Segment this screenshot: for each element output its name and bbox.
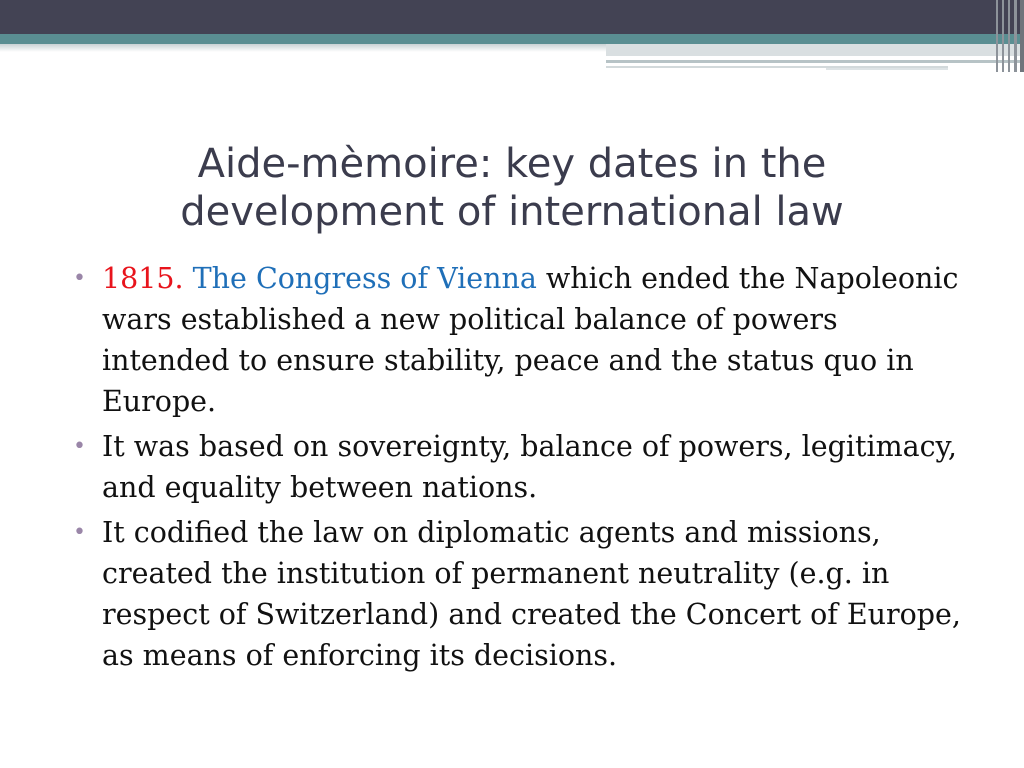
bullet-year: 1815. bbox=[102, 262, 193, 295]
bullet-item bbox=[72, 512, 972, 676]
header-stripe bbox=[1014, 0, 1017, 72]
slide-title-line: development of international law bbox=[180, 189, 844, 235]
header-stripe bbox=[1020, 0, 1024, 72]
bullet-icon: • bbox=[73, 266, 86, 291]
header-band-teal bbox=[0, 34, 1024, 44]
bullet-list bbox=[72, 258, 972, 680]
slide-title-line: Aide-mèmoire: key dates in the bbox=[197, 141, 827, 187]
bullet-event-name: The Congress of Vienna bbox=[192, 262, 546, 295]
bullet-icon: • bbox=[73, 520, 86, 545]
header-band-light bbox=[606, 44, 1024, 56]
bullet-item bbox=[72, 426, 972, 508]
header-stripe bbox=[996, 0, 998, 72]
bullet-text: which ended the Napoleonic wars established a new political balance of powers intended to ensure stability, peace and the status quo in Europe. bbox=[102, 262, 959, 418]
bullet-icon: • bbox=[73, 434, 86, 459]
header-band-dark bbox=[0, 0, 1024, 34]
header-stripe bbox=[1002, 0, 1004, 72]
header-stripe bbox=[1008, 0, 1010, 72]
bullet-item bbox=[72, 258, 972, 422]
header-rule bbox=[826, 68, 948, 70]
bullet-text: It codified the law on diplomatic agents and missions, created the institution of permanent neutrality (e.g. in respect of Switzerland) and created the Concert of Europe, as means of enforcing its decisions. bbox=[102, 516, 961, 672]
header-rule bbox=[606, 60, 1024, 63]
slide-title bbox=[100, 140, 924, 236]
bullet-text: It was based on sovereignty, balance of powers, legitimacy, and equality between nations. bbox=[102, 430, 957, 504]
